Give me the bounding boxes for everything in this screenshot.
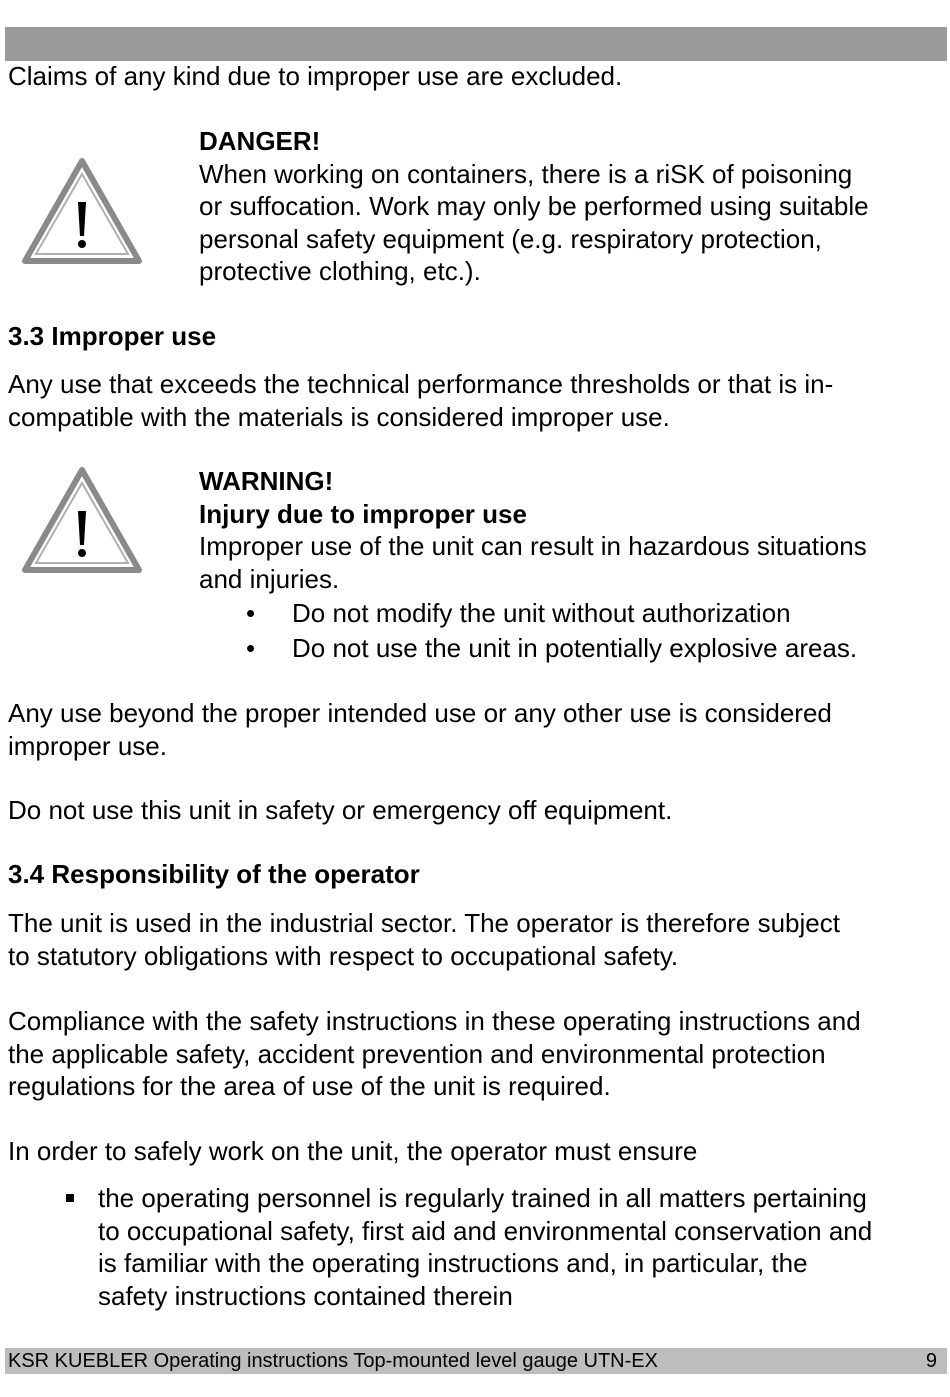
page-number: 9 (925, 1350, 937, 1372)
improper-use-paragraph (8, 368, 943, 433)
beyond-use-paragraph (8, 697, 943, 762)
warning-notice (199, 465, 944, 666)
industrial-sector-paragraph (8, 907, 943, 972)
warning-triangle-icon (22, 158, 142, 264)
bullet-icon: • (246, 633, 256, 663)
section-heading-3-4: 3.4 Responsibility of the operator (8, 859, 420, 889)
warning-title: WARNING! (199, 466, 334, 496)
paragraph-line: The unit is used in the industrial sector. The operator is therefore subject (8, 908, 840, 938)
bullet-line: safety instructions contained therein (98, 1280, 513, 1311)
warning-line: Improper use of the unit can result in hazardous situations (199, 531, 867, 561)
warning-bullet-list (199, 596, 944, 666)
paragraph-line: the applicable safety, accident prevention and environmental protection (8, 1038, 826, 1069)
danger-line: protective clothing, etc.). (199, 256, 481, 286)
safety-equipment-paragraph: Do not use this unit in safety or emergency off equipment. (8, 795, 673, 825)
paragraph-line: Any use that exceeds the technical performance thresholds or that is in- (8, 369, 834, 399)
section-heading-3-3: 3.3 Improper use (8, 321, 217, 351)
compliance-paragraph (8, 1005, 943, 1103)
bullet-line: to occupational safety, first aid and environmental conservation and (98, 1215, 873, 1246)
paragraph-line: regulations for the area of use of the unit is required. (8, 1071, 611, 1101)
footer-bar (5, 1348, 947, 1374)
intro-text: Claims of any kind due to improper use are excluded. (8, 61, 623, 91)
danger-line: personal safety equipment (e.g. respiratory protection, (199, 223, 822, 254)
paragraph-line: Any use beyond the proper intended use or any other use is considered (8, 698, 832, 728)
operator-bullet-list (8, 1182, 943, 1312)
warning-triangle-icon (22, 467, 142, 573)
danger-line: When working on containers, there is a riSK of poisoning (199, 158, 853, 189)
list-item: • Do not use the unit in potentially explosive areas. (199, 631, 944, 666)
square-bullet-icon (66, 1194, 74, 1202)
danger-notice (199, 125, 944, 288)
header-bar (5, 27, 947, 61)
warning-line: and injuries. (199, 563, 340, 594)
danger-title: DANGER! (199, 126, 321, 156)
paragraph-line: to statutory obligations with respect to occupational safety. (8, 940, 679, 971)
list-item (8, 1182, 943, 1312)
bullet-icon: • (246, 598, 256, 628)
paragraph-line: improper use. (8, 730, 167, 761)
danger-line: or suffocation. Work may only be performed using suitable (199, 191, 869, 221)
bullet-line: the operating personnel is regularly trained in all matters pertaining (98, 1183, 867, 1213)
operator-ensure-paragraph: In order to safely work on the unit, the operator must ensure (8, 1136, 698, 1166)
list-item: • Do not modify the unit without authorization (199, 596, 944, 631)
footer-text: KSR KUEBLER Operating instructions Top-mounted level gauge UTN-EX (8, 1350, 658, 1372)
paragraph-line: compatible with the materials is considered improper use. (8, 401, 670, 432)
bullet-line: is familiar with the operating instructions and, in particular, the (98, 1248, 808, 1278)
paragraph-line: Compliance with the safety instructions in these operating instructions and (8, 1006, 861, 1036)
warning-subtitle: Injury due to improper use (199, 498, 527, 529)
